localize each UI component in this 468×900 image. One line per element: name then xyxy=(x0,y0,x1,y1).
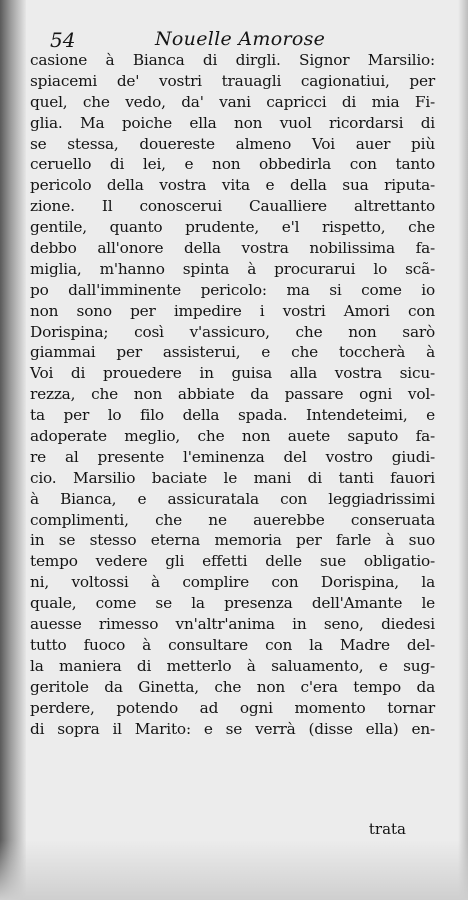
text-line: di sopra il Marito: e se verrà (disse ella) en- xyxy=(30,719,435,738)
text-line: ta per lo filo della spada. Intendeteimi, e xyxy=(30,406,435,425)
page-bottom-shadow xyxy=(0,840,468,900)
text-line: quel, che vedo, da' vani capricci di mia Fi- xyxy=(30,92,435,111)
text-line: Voi di prouedere in guisa alla vostra sicu- xyxy=(30,364,435,383)
text-line: perdere, potendo ad ogni momento tornar xyxy=(30,698,435,717)
text-line: pericolo della vostra vita e della sua riputa- xyxy=(30,176,435,195)
text-line: auesse rimesso vn'altr'anima in seno, diedesi xyxy=(30,615,435,634)
text-line: casione à Bianca di dirgli. Signor Marsilio: xyxy=(30,51,435,69)
text-line: complimenti, che ne auerebbe conseruata xyxy=(30,510,435,529)
page-gutter xyxy=(0,0,26,900)
text-line: re al presente l'eminenza del vostro giudi- xyxy=(30,447,435,466)
page-edge xyxy=(458,0,468,900)
text-line: cio. Marsilio baciate le mani di tanti fauori xyxy=(30,468,435,487)
text-line: glia. Ma poiche ella non vuol ricordarsi di xyxy=(30,113,435,132)
page-header xyxy=(50,28,430,52)
text-line: ceruello di lei, e non obbedirla con tanto xyxy=(30,155,435,174)
text-line: se stessa, douereste almeno Voi auer più xyxy=(30,134,435,153)
body-text xyxy=(30,50,435,739)
text-line: geritole da Ginetta, che non c'era tempo da xyxy=(30,677,435,696)
text-line: la maniera di metterlo à saluamento, e sug- xyxy=(30,656,435,675)
text-line: spiacemi de' vostri trauagli cagionatiui, per xyxy=(30,71,435,90)
text-line: quale, come se la presenza dell'Amante le xyxy=(30,594,435,613)
text-line: à Bianca, e assicuratala con leggiadrissimi xyxy=(30,489,435,508)
catchword: trata xyxy=(368,820,406,838)
text-line: in se stesso eterna memoria per farle à suo xyxy=(30,531,435,550)
text-line: debbo all'onore della vostra nobilissima fa- xyxy=(30,239,435,258)
text-line: po dall'imminente pericolo: ma si come io xyxy=(30,280,435,299)
text-line: non sono per impedire i vostri Amori con xyxy=(30,301,435,320)
text-line: adoperate meglio, che non auete saputo fa- xyxy=(30,427,435,446)
text-line: miglia, m'hanno spinta à procurarui lo scã- xyxy=(30,259,435,278)
text-line: tutto fuoco à consultare con la Madre del- xyxy=(30,635,435,654)
running-head: Nouelle Amorose xyxy=(155,28,326,50)
text-line: ni, voltossi à complire con Dorispina, la xyxy=(30,573,435,592)
text-line: Dorispina; così v'assicuro, che non sarò xyxy=(30,322,435,341)
text-line: giammai per assisterui, e che toccherà à xyxy=(30,343,435,362)
text-line: tempo vedere gli effetti delle sue obligatio- xyxy=(30,552,435,571)
text-line: zione. Il conoscerui Caualliere altrettanto xyxy=(30,197,435,216)
page-number: 54 xyxy=(50,28,76,52)
text-line: gentile, quanto prudente, e'l rispetto, che xyxy=(30,218,435,237)
text-line: rezza, che non abbiate da passare ogni vol- xyxy=(30,385,435,404)
